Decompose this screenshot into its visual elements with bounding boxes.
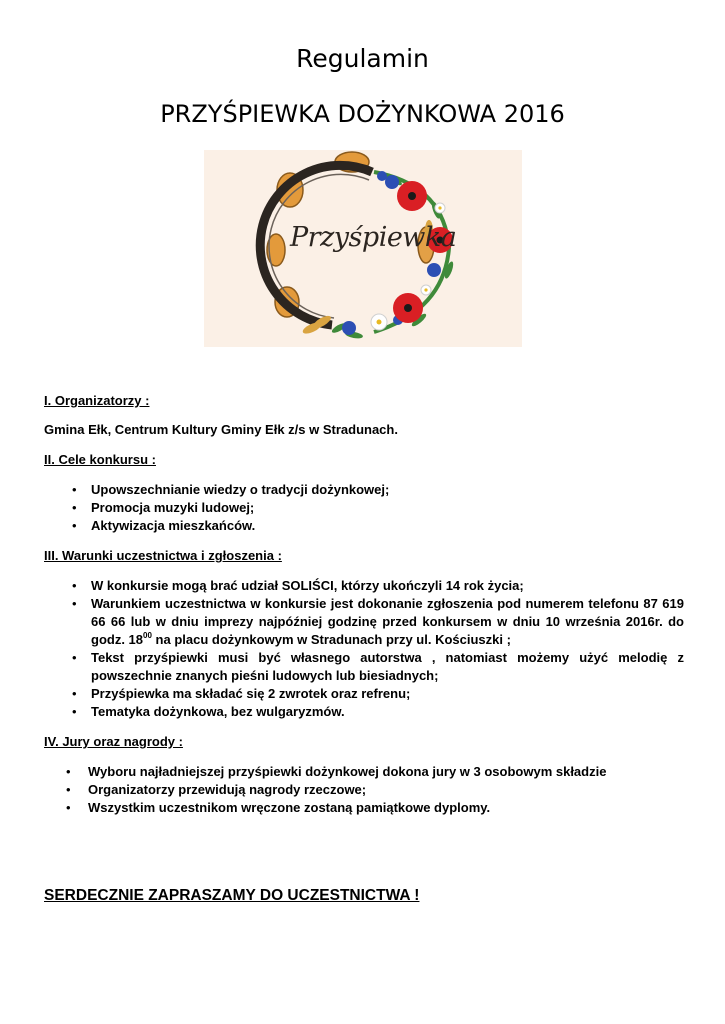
list-item: • Aktywizacja mieszkańców. [44, 517, 684, 535]
list-item: • Wszystkim uczestnikom wręczone zostaną pamiątkowe dyplomy. [44, 799, 684, 817]
list-item: • Przyśpiewka ma składać się 2 zwrotek oraz refrenu; [44, 685, 684, 703]
closing-invitation: SERDECZNIE ZAPRASZAMY DO UCZESTNICTWA ! [44, 887, 420, 904]
goals-list [44, 481, 684, 535]
conditions-list [44, 577, 684, 721]
list-item: • Wyboru najładniejszej przyśpiewki dożynkowej dokona jury w 3 osobowym składzie [44, 763, 684, 781]
cornflower [427, 263, 441, 277]
section-heading-jury: IV. Jury oraz nagrody : [44, 734, 183, 749]
document-subtitle: PRZYŚPIEWKA DOŻYNKOWA 2016 [160, 100, 565, 128]
list-item [44, 595, 684, 649]
cornflower [342, 321, 356, 335]
logo-image [204, 150, 522, 347]
list-item: • Organizatorzy przewidują nagrody rzeczowe; [44, 781, 684, 799]
logo-text: Przyśpiewka [290, 222, 457, 253]
list-item: • Tekst przyśpiewki musi być własnego autorstwa , natomiast możemy użyć melodię z powszechnie znanych pieśni ludowych lub biesiadnych; [44, 649, 684, 685]
list-item: • Upowszechnianie wiedzy o tradycji dożynkowej; [44, 481, 684, 499]
registration-text: Warunkiem uczestnictwa w konkursie jest dokonanie zgłoszenia pod numerem telefonu 87 619 66 66 lub w dniu imprezy najpóźniej godzinę przed konkursem w dniu 10 września 2016r. do godz. 18 [91, 596, 684, 647]
list-item: • Promocja muzyki ludowej; [44, 499, 684, 517]
organizers-text: Gmina Ełk, Centrum Kultury Gminy Ełk z/s w Stradunach. [44, 422, 398, 437]
jury-list [44, 763, 684, 817]
list-item: • Tematyka dożynkowa, bez wulgaryzmów. [44, 703, 684, 721]
section-heading-goals: II. Cele konkursu : [44, 452, 156, 467]
registration-place-text: na placu dożynkowym w Stradunach przy ul. Kościuszki ; [151, 632, 511, 647]
time-superscript: 00 [143, 631, 152, 640]
document-body [44, 392, 684, 817]
section-heading-organizers: I. Organizatorzy : [44, 393, 150, 408]
list-item: • W konkursie mogą brać udział SOLIŚCI, którzy ukończyli 14 rok życia; [44, 577, 684, 595]
section-heading-conditions: III. Warunki uczestnictwa i zgłoszenia : [44, 548, 282, 563]
cornflower [377, 171, 387, 181]
document-title: Regulamin [296, 44, 429, 73]
cornflower [385, 175, 399, 189]
